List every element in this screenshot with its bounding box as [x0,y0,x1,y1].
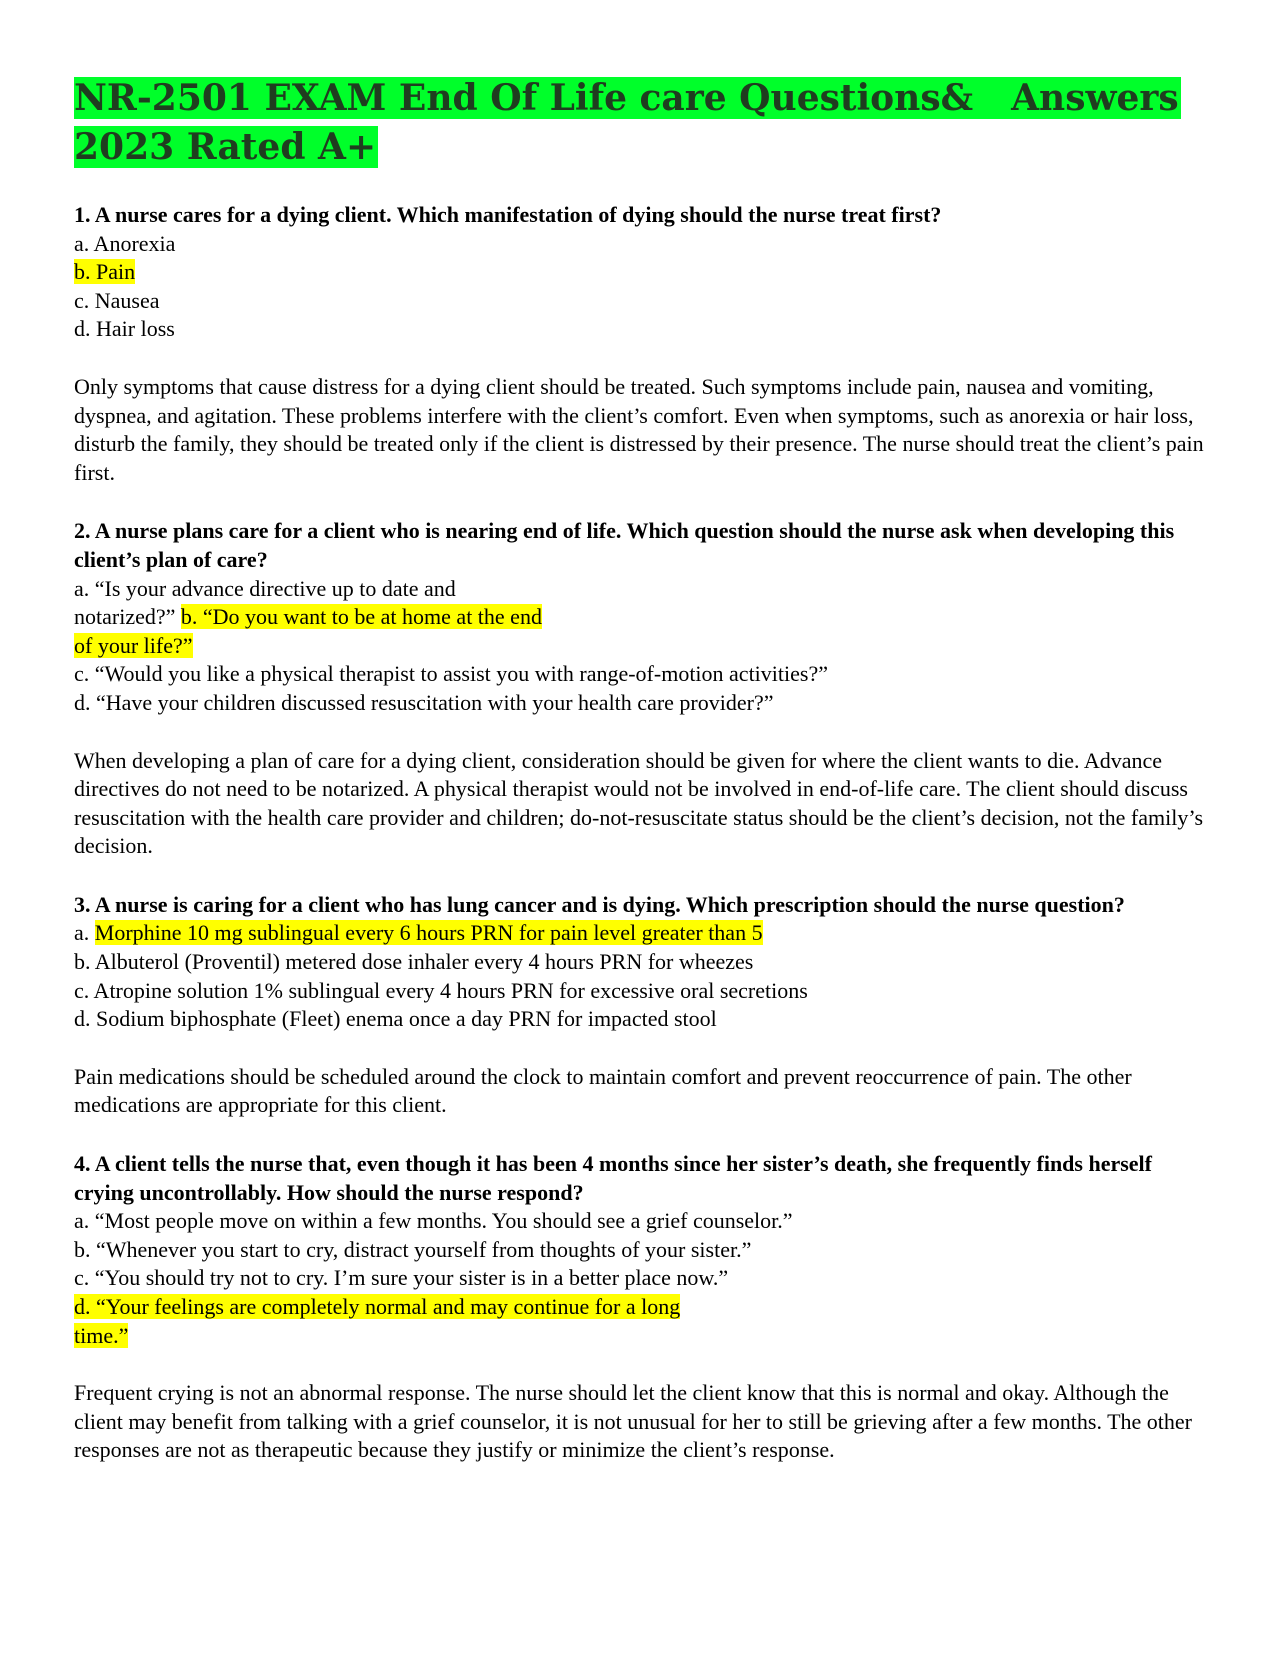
title-highlight [74,77,1181,119]
document-title [74,74,1214,172]
answer-option-b-correct-line1: b. “Do you want to be at home at the end [180,604,542,630]
answer-option-b: b. “Whenever you start to cry, distract yourself from thoughts of your sister.” [74,1236,752,1262]
question-stem: 2. A nurse plans care for a client who is nearing end of life. Which question should the nurse ask when developing this client’s plan of care? [74,518,1175,572]
answer-option-c: c. Nausea [74,287,160,313]
answer-option-d-correct-line2: time.” [74,1322,129,1348]
rationale: When developing a plan of care for a dying client, consideration should be given for where the client wants to die. Advance directives do not need to be notarized. A physical therapist would not be involved in end-of-life care. The client should discuss resuscitation with the health care provider and children; do-not-resuscitate status should be the client’s decision, not the family’s decision. [74,747,1204,859]
question-2 [74,517,1214,861]
question-3 [74,891,1214,1120]
question-stem: 1. A nurse cares for a dying client. Which manifestation of dying should the nurse treat first? [74,202,942,227]
question-stem: 4. A client tells the nurse that, even though it has been 4 months since her sister’s death, she frequently finds herself crying uncontrollably. How should the nurse respond? [74,1151,1152,1205]
question-4 [74,1150,1214,1465]
answer-option-a-prefix: a. [74,920,90,946]
title-line2: 2023 Rated A+ [74,126,377,168]
answer-option-b-correct-line2: of your life?” [74,632,193,658]
rationale: Frequent crying is not an abnormal response. The nurse should let the client know that this is normal and okay. Although the client may benefit from talking with a grief counselor, it is not unusual for her to still be grieving after a few months. The other responses are not as therapeutic because they justify or minimize the client’s response. [74,1380,1192,1463]
rationale: Pain medications should be scheduled around the clock to maintain comfort and prevent reoccurrence of pain. The other medications are appropriate for this client. [74,1063,1132,1118]
answer-option-c: c. “You should try not to cry. I’m sure your sister is in a better place now.” [74,1265,729,1291]
question-stem: 3. A nurse is caring for a client who has lung cancer and is dying. Which prescription should the nurse question? [74,891,1125,917]
answer-option-b-correct: b. Pain [74,259,136,285]
title-line1-part2: Answers [1011,77,1179,119]
answer-option-d-correct-line1: d. “Your feelings are completely normal and may continue for a long [74,1294,681,1319]
title-line1-part1: NR-2501 EXAM End Of Life care Questions& [74,77,974,119]
answer-option-a: a. “Most people move on within a few months. You should see a grief counselor.” [74,1208,793,1234]
answer-option-d: d. “Have your children discussed resuscitation with your health care provider?” [74,689,774,715]
answer-option-c: c. Atropine solution 1% sublingual every 4 hours PRN for excessive oral secretions [74,977,808,1003]
answer-option-c: c. “Would you like a physical therapist to assist you with range-of-motion activities?” [74,661,828,687]
answer-option-a: a. Anorexia [74,230,176,256]
answer-option-a-line1: a. “Is your advance directive up to date and [74,575,456,601]
answer-option-a-correct: Morphine 10 mg sublingual every 6 hours PRN for pain level greater than 5 [94,920,763,946]
question-1 [74,201,1214,487]
answer-option-d: d. Hair loss [74,316,175,342]
rationale: Only symptoms that cause distress for a dying client should be treated. Such symptoms include pain, nausea and vomiting, dyspnea, and agitation. These problems interfere with the client’s comfort. Even when symptoms, such as anorexia or hair loss, disturb the family, they should be treated only if the client is distressed by their presence. The nurse should treat the client’s pain first. [74,373,1204,485]
answer-option-b: b. Albuterol (Proventil) metered dose inhaler every 4 hours PRN for wheezes [74,949,754,975]
document-page [74,74,1214,1465]
answer-option-d: d. Sodium biphosphate (Fleet) enema once a day PRN for impacted stool [74,1006,717,1032]
answer-option-a-line2: notarized?” [74,604,176,630]
